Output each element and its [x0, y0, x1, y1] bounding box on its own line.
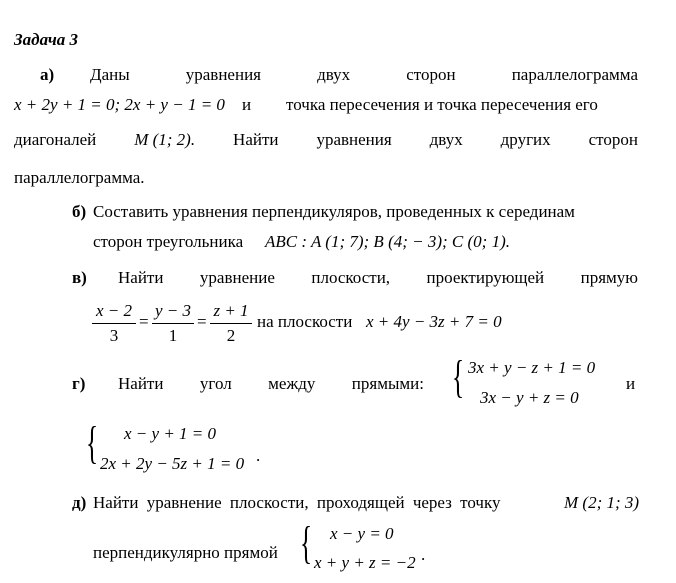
part-a-and: и [242, 95, 252, 114]
word: сторон [406, 65, 456, 84]
numerator: z + 1 [213, 301, 249, 320]
fraction-bar [152, 323, 194, 324]
fraction-bar [210, 323, 252, 324]
word: уравнения [185, 65, 261, 84]
equals-sign: = [197, 312, 207, 331]
part-a-line3 [14, 130, 638, 150]
point-m: M (2; 1; 3) [564, 493, 640, 512]
part-d-line1: Найти уравнение плоскости, проходящей через точку [93, 493, 501, 512]
word: Найти [118, 374, 164, 393]
word: прямую [580, 268, 638, 287]
numerator: y − 3 [154, 301, 192, 320]
period: . [421, 545, 426, 564]
part-b-label: б) [72, 202, 87, 221]
point-m: M (1; 2). [134, 130, 196, 149]
system2-line2: 2x + 2y − 5z + 1 = 0 [100, 454, 245, 473]
system1-line2: 3x − y + z = 0 [480, 388, 579, 407]
word: Найти [118, 268, 164, 287]
word: угол [199, 374, 232, 393]
word: уравнение [199, 268, 275, 287]
part-b-line1: Составить уравнения перпендикуляров, проведенных к серединам [93, 202, 575, 221]
part-v-label: в) [72, 268, 87, 287]
denominator: 2 [226, 326, 236, 345]
part-d-label: д) [72, 493, 87, 512]
word: Найти [233, 130, 279, 149]
part-g-line1 [118, 374, 424, 394]
part-g-label: г) [72, 374, 86, 393]
part-b-triangle: ABC : A (1; 7); B (4; − 3); C (0; 1). [265, 232, 511, 251]
on-plane-text: на плоскости [257, 312, 353, 331]
numerator: x − 2 [95, 301, 133, 320]
part-g-and: и [626, 374, 636, 393]
fraction-z [210, 301, 252, 346]
plane-equation: x + 4y − 3z + 7 = 0 [366, 312, 502, 331]
system3-line2: x + y + z = −2 [314, 553, 416, 572]
word: диагоналей [14, 130, 97, 149]
equals-sign: = [139, 312, 149, 331]
word: плоскости, [311, 268, 391, 287]
left-brace-icon: { [86, 417, 99, 468]
fraction-y [152, 301, 194, 346]
word: других [500, 130, 551, 149]
part-a-line1 [90, 65, 638, 85]
part-a-line4: параллелограмма. [14, 168, 145, 187]
word: Даны [90, 65, 130, 84]
word: двух [429, 130, 463, 149]
word: проектирующей [426, 268, 545, 287]
problem-title: Задача 3 [14, 30, 79, 49]
denominator: 1 [168, 326, 178, 345]
part-a-line2-text: точка пересечения и точка пересечения его [286, 95, 598, 114]
part-d-line2: перпендикулярно прямой [93, 543, 278, 562]
system1-line1: 3x + y − z + 1 = 0 [468, 358, 596, 377]
fraction-x [92, 301, 136, 346]
system2-line1: x − y + 1 = 0 [124, 424, 217, 443]
denominator: 3 [109, 326, 119, 345]
part-b-line2-text: сторон треугольника [93, 232, 244, 251]
part-v-line1 [118, 268, 638, 288]
word: между [268, 374, 316, 393]
word: двух [317, 65, 351, 84]
system3-line1: x − y = 0 [330, 524, 394, 543]
left-brace-icon: { [300, 517, 313, 568]
period: . [256, 446, 261, 465]
word: уравнения [316, 130, 392, 149]
fraction-bar [92, 323, 136, 324]
part-a-equations: x + 2y + 1 = 0; 2x + y − 1 = 0 [14, 95, 225, 114]
word: параллелограмма [511, 65, 638, 84]
word: прямыми: [351, 374, 424, 393]
word: сторон [588, 130, 638, 149]
left-brace-icon: { [452, 351, 465, 402]
part-a-label: а) [40, 65, 55, 84]
